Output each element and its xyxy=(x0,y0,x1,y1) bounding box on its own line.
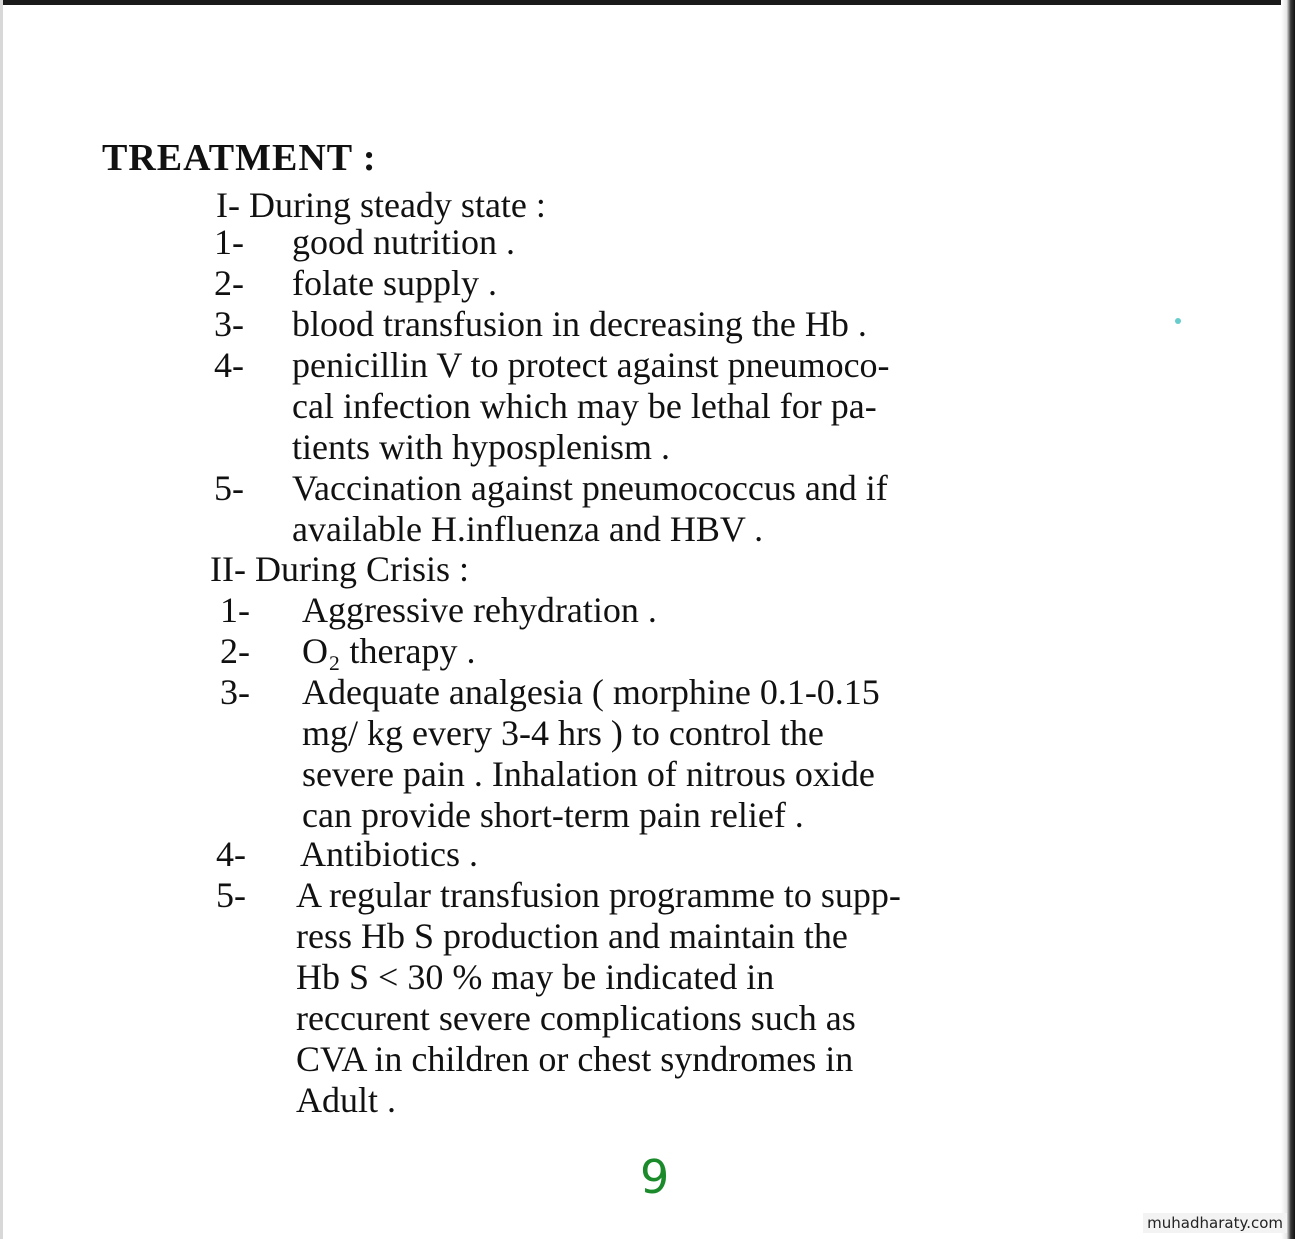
page-edge-left xyxy=(0,0,3,1239)
scan-speck xyxy=(1175,318,1181,324)
item-text: penicillin V to protect against pneumoco- cal infection which may be lethal for pa- tients with hyposplenism . xyxy=(292,345,890,467)
page-edge-right xyxy=(1281,0,1295,1239)
list-item xyxy=(214,345,1174,468)
item-number: 1- xyxy=(214,222,244,262)
item-text: Aggressive rehydration . xyxy=(302,590,657,630)
list-item xyxy=(220,672,1180,836)
page-edge-top xyxy=(0,0,1295,5)
item-number: 5- xyxy=(214,468,244,508)
list-item xyxy=(214,263,1174,304)
item-text: folate supply . xyxy=(292,263,497,303)
item-text: Adequate analgesia ( morphine 0.1-0.15 mg/ kg every 3-4 hrs ) to control the severe pain . Inhalation of nitrous oxide can provide short-term pain relief . xyxy=(302,672,880,835)
list-item xyxy=(214,304,1174,345)
page-number: 9 xyxy=(640,1150,670,1204)
item-number: 1- xyxy=(220,590,250,630)
page-heading: TREATMENT : xyxy=(102,137,377,179)
item-number: 2- xyxy=(214,263,244,303)
list-item xyxy=(216,875,1186,1121)
item-text: Vaccination against pneumococcus and if available H.influenza and HBV . xyxy=(292,468,888,549)
list-item xyxy=(214,468,1174,550)
item-number: 5- xyxy=(216,875,246,915)
list-item xyxy=(220,631,1180,672)
watermark: muhadharaty.com xyxy=(1143,1213,1287,1233)
item-text: good nutrition . xyxy=(292,222,515,262)
item-number: 4- xyxy=(214,345,244,385)
item-text: O₂ therapy . xyxy=(302,631,476,671)
item-number: 2- xyxy=(220,631,250,671)
item-number: 3- xyxy=(220,672,250,712)
section-title-crisis: II- During Crisis : xyxy=(210,549,469,589)
item-text: blood transfusion in decreasing the Hb . xyxy=(292,304,867,344)
list-item xyxy=(214,222,1174,263)
list-item xyxy=(216,834,1176,875)
item-text: Antibiotics . xyxy=(300,834,478,874)
section-title-steady-state: I- During steady state : xyxy=(216,185,546,225)
list-item xyxy=(220,590,1180,631)
item-number: 4- xyxy=(216,834,246,874)
item-number: 3- xyxy=(214,304,244,344)
item-text: A regular transfusion programme to supp- ress Hb S production and maintain the Hb S < 30 % may be indicated in reccurent severe complications such as CVA in children or chest syndromes in Adult . xyxy=(296,875,901,1120)
